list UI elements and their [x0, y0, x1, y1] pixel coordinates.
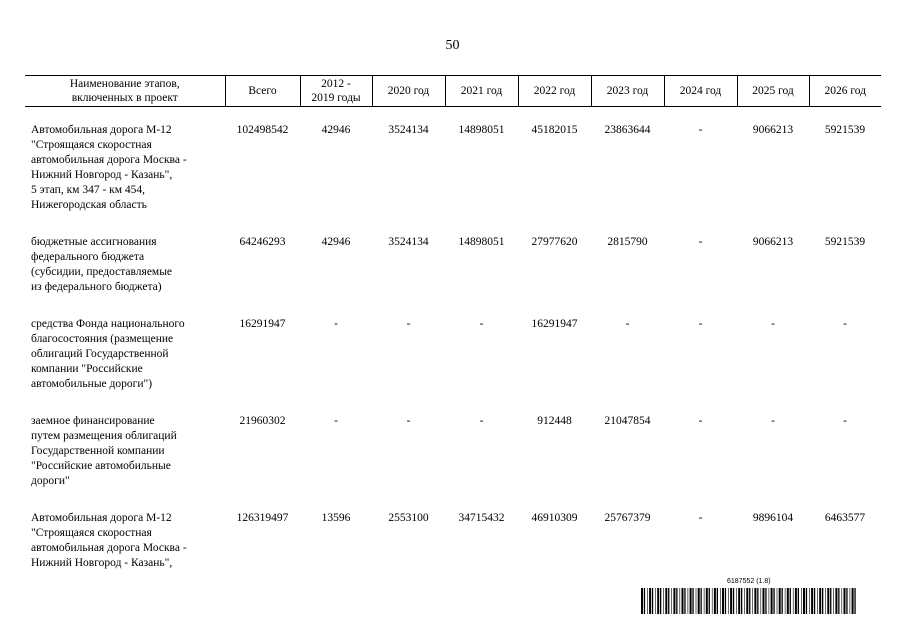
barcode-bar — [709, 588, 710, 614]
value-cell: 45182015 — [531, 124, 578, 136]
barcode-bar — [850, 588, 851, 614]
value-cell: - — [698, 415, 703, 427]
table-row — [25, 317, 881, 392]
barcode-bar — [785, 588, 786, 614]
column-header — [225, 76, 300, 107]
barcode-bar — [809, 588, 810, 614]
value-cell: - — [698, 236, 703, 248]
row-spacer-cell — [25, 392, 881, 414]
table-row — [25, 123, 881, 213]
barcode-bar — [728, 588, 729, 614]
column-header-line: 2021 год — [460, 85, 503, 97]
stage-name-line: Автомобильная дорога М-12 — [31, 124, 172, 136]
value-cell: 5921539 — [824, 124, 866, 136]
barcode-bar — [741, 588, 742, 614]
barcode-bar — [787, 588, 789, 614]
column-header — [300, 76, 372, 107]
column-header — [372, 76, 445, 107]
barcode-bar — [801, 588, 802, 614]
row-spacer — [25, 107, 881, 124]
barcode-bar — [790, 588, 791, 614]
row-spacer-cell — [25, 107, 881, 124]
barcode-bar — [712, 588, 713, 614]
stage-name-line: автомобильные дороги") — [31, 378, 153, 390]
barcode-bar — [657, 588, 659, 614]
column-header-line: 2025 год — [752, 85, 794, 97]
row-spacer — [25, 295, 881, 317]
stage-name-cell — [25, 317, 225, 392]
value-cell: - — [406, 318, 411, 330]
table-row — [25, 235, 881, 295]
barcode-bar — [838, 588, 839, 614]
barcode-bar — [825, 588, 826, 614]
column-header — [809, 76, 881, 107]
stage-name-cell — [25, 123, 225, 213]
value-cell: 9066213 — [752, 236, 794, 248]
stage-name-cell — [25, 235, 225, 295]
stage-name-line: автомобильная дорога Москва - — [31, 542, 187, 554]
barcode-bar — [765, 588, 766, 614]
barcode-bar — [660, 588, 661, 614]
value-cell: 21047854 — [604, 415, 651, 427]
value-cell: 21960302 — [239, 415, 286, 427]
barcode-bar — [769, 588, 770, 614]
barcode-bar — [698, 588, 700, 614]
table-body — [25, 107, 881, 572]
value-cell: 42946 — [321, 236, 351, 248]
barcode-bar — [701, 588, 702, 614]
barcode-bar — [835, 588, 837, 614]
barcode-bar — [706, 588, 708, 614]
barcode-bar — [793, 588, 794, 614]
barcode-bar — [814, 588, 815, 614]
value-cell: - — [698, 318, 703, 330]
value-cell: 14898051 — [458, 124, 505, 136]
value-cell: 25767379 — [604, 512, 651, 524]
value-cell: 16291947 — [531, 318, 578, 330]
value-cell: - — [334, 318, 338, 330]
value-cell: 5921539 — [824, 236, 866, 248]
budget-table — [25, 75, 881, 571]
barcode-bar — [644, 588, 645, 614]
row-spacer — [25, 489, 881, 511]
row-spacer-cell — [25, 213, 881, 235]
stage-name-line: путем размещения облигаций — [31, 430, 177, 442]
stage-name-cell — [25, 511, 225, 571]
stage-name-line: федерального бюджета — [31, 251, 145, 263]
column-header-line: 2023 год — [606, 85, 649, 97]
value-cell: - — [625, 318, 630, 330]
value-cell: 42946 — [321, 124, 351, 136]
barcode-bar — [817, 588, 818, 614]
page-number: 50 — [445, 38, 460, 53]
barcode-bar — [779, 588, 781, 614]
barcode-bar — [647, 588, 648, 614]
stage-name-line: Нижний Новгород - Казань", — [31, 557, 173, 569]
row-spacer-cell — [25, 295, 881, 317]
column-header-line: Всего — [248, 85, 277, 97]
barcode-bar — [680, 588, 681, 614]
value-cell: - — [843, 318, 847, 330]
barcode-bar — [641, 588, 643, 614]
barcode-bar — [830, 588, 831, 614]
barcode-bar — [673, 588, 675, 614]
barcode-bar — [655, 588, 656, 614]
value-cell: 13596 — [321, 512, 351, 524]
barcode-bar — [744, 588, 745, 614]
table-row — [25, 414, 881, 489]
value-cell: 3524134 — [388, 124, 429, 136]
column-header — [591, 76, 664, 107]
stage-name-line: из федерального бюджета) — [31, 281, 162, 293]
barcode-bar — [663, 588, 664, 614]
value-cell: 9066213 — [752, 124, 794, 136]
barcode-bar — [688, 588, 689, 614]
barcode-bar — [773, 588, 774, 614]
barcode-bar — [795, 588, 797, 614]
stage-name-line: Государственной компании — [31, 445, 165, 457]
column-header — [664, 76, 737, 107]
value-cell: - — [698, 512, 703, 524]
value-cell: - — [843, 415, 847, 427]
barcode-bar — [771, 588, 773, 614]
value-cell: 912448 — [537, 415, 572, 427]
stage-name-line: Нижегородская область — [31, 199, 147, 211]
barcode-bar — [846, 588, 847, 614]
barcode-bar — [676, 588, 677, 614]
barcode-bar — [777, 588, 778, 614]
row-spacer — [25, 213, 881, 235]
barcode — [641, 578, 856, 614]
stage-name-line: благосостояния (размещение — [31, 333, 174, 345]
value-cell: - — [479, 318, 484, 330]
barcode-bar — [749, 588, 750, 614]
stage-name-line: Автомобильная дорога М-12 — [31, 512, 172, 524]
barcode-bar — [782, 588, 783, 614]
barcode-bar — [649, 588, 651, 614]
barcode-bar — [827, 588, 829, 614]
value-cell: 27977620 — [531, 236, 578, 248]
stage-name-line: (субсидии, предоставляемые — [31, 266, 173, 278]
value-cell: 2815790 — [607, 236, 648, 248]
stage-name-line: средства Фонда национального — [31, 318, 185, 330]
stage-name-line: "Строящаяся скоростная — [31, 139, 152, 151]
stage-name-line: компании "Российские — [31, 363, 143, 375]
column-header-line: 2019 годы — [311, 92, 361, 104]
column-header-line: 2022 год — [533, 85, 576, 97]
barcode-bar — [819, 588, 821, 614]
barcode-bar — [833, 588, 834, 614]
stage-name-line: облигаций Государственной — [31, 348, 169, 360]
barcode-bars — [641, 588, 856, 614]
barcode-bar — [763, 588, 765, 614]
stage-name-line: автомобильная дорога Москва - — [31, 154, 187, 166]
barcode-bar — [822, 588, 823, 614]
column-header-line: 2024 год — [679, 85, 722, 97]
stage-name-line: "Строящаяся скоростная — [31, 527, 152, 539]
column-header — [445, 76, 518, 107]
column-header-line: 2020 год — [387, 85, 430, 97]
stage-name-line: Нижний Новгород - Казань", — [31, 169, 173, 181]
row-spacer — [25, 392, 881, 414]
stage-name-line: заемное финансирование — [31, 415, 155, 427]
barcode-bar — [761, 588, 762, 614]
barcode-bar — [844, 588, 846, 614]
barcode-bar — [717, 588, 718, 614]
column-header — [518, 76, 591, 107]
barcode-bar — [733, 588, 734, 614]
row-spacer-cell — [25, 489, 881, 511]
barcode-bar — [725, 588, 726, 614]
value-cell: 46910309 — [531, 512, 578, 524]
table-header-row — [25, 76, 881, 107]
column-header-line: 2012 - — [321, 78, 351, 90]
value-cell: - — [406, 415, 411, 427]
barcode-bar — [720, 588, 721, 614]
value-cell: 14898051 — [458, 236, 505, 248]
value-cell: 23863644 — [604, 124, 651, 136]
barcode-bar — [690, 588, 692, 614]
value-cell: - — [771, 318, 775, 330]
barcode-bar — [752, 588, 753, 614]
barcode-bar — [746, 588, 748, 614]
value-cell: - — [334, 415, 338, 427]
value-cell: - — [479, 415, 484, 427]
barcode-bar — [671, 588, 672, 614]
value-cell: - — [698, 124, 703, 136]
table-row — [25, 511, 881, 571]
barcode-caption: 6187552 (1.8) — [727, 578, 771, 585]
barcode-bar — [668, 588, 669, 614]
barcode-bar — [852, 588, 854, 614]
stage-name-cell — [25, 414, 225, 489]
barcode-bar — [730, 588, 732, 614]
barcode-bar — [652, 588, 653, 614]
value-cell: 34715432 — [458, 512, 505, 524]
barcode-bar — [754, 588, 756, 614]
value-cell: 3524134 — [388, 236, 429, 248]
column-header-line: Наименование этапов, — [69, 78, 180, 90]
barcode-bar — [842, 588, 843, 614]
barcode-bar — [684, 588, 685, 614]
value-cell: 2553100 — [388, 512, 429, 524]
barcode-bar — [757, 588, 758, 614]
barcode-bar — [736, 588, 737, 614]
barcode-bar — [798, 588, 799, 614]
value-cell: - — [771, 415, 775, 427]
column-header-line: 2026 год — [824, 85, 867, 97]
value-cell: 126319497 — [236, 512, 289, 524]
barcode-bar — [665, 588, 667, 614]
barcode-bar — [714, 588, 716, 614]
barcode-bar — [692, 588, 693, 614]
value-cell: 64246293 — [239, 236, 286, 248]
barcode-bar — [722, 588, 724, 614]
column-header — [25, 76, 225, 107]
value-cell: 16291947 — [239, 318, 286, 330]
column-header-line: включенных в проект — [71, 92, 178, 104]
stage-name-line: бюджетные ассигнования — [31, 236, 157, 248]
stage-name-line: 5 этап, км 347 - км 454, — [31, 184, 146, 196]
stage-name-line: "Российские автомобильные — [31, 460, 171, 472]
barcode-bar — [803, 588, 805, 614]
barcode-bar — [682, 588, 684, 614]
barcode-bar — [704, 588, 705, 614]
value-cell: 9896104 — [752, 512, 794, 524]
barcode-bar — [806, 588, 807, 614]
column-header — [737, 76, 809, 107]
barcode-bar — [738, 588, 740, 614]
barcode-bar — [854, 588, 855, 614]
value-cell: 6463577 — [824, 512, 866, 524]
value-cell: 102498542 — [236, 124, 289, 136]
barcode-bar — [696, 588, 697, 614]
stage-name-line: дороги" — [31, 475, 70, 487]
barcode-bar — [811, 588, 813, 614]
